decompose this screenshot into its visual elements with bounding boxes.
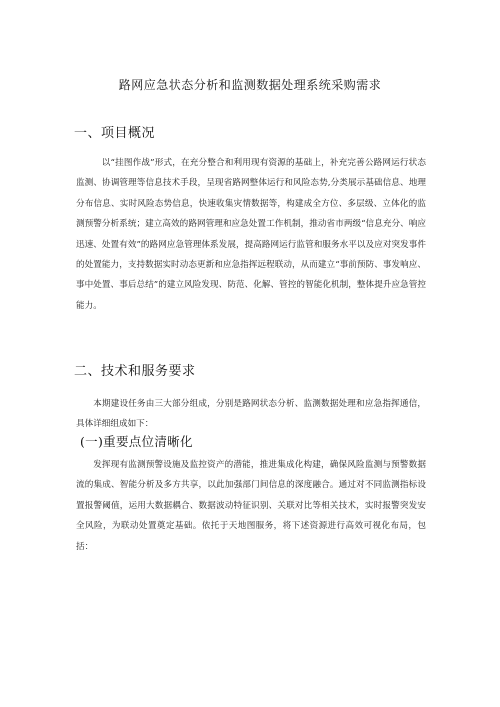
section-heading-overview: 一、项目概况 xyxy=(74,126,156,141)
subsection-paragraph-key-points: 发挥现有监测预警设施及监控资产的潜能，推进集成化构建，确保风险监测与预警数据流的集成、智能分析及多方共享，以此加强部门间信息的深度融合。通过对不同监测指标设置报警阈值，运用大数据耦合、数据波动特征识别、关联对比等相关技术，实时报警突发安全风险，为联动处置奠定基础。依托于天地图服务，将下述资源进行高效可视化布局，包括： xyxy=(76,460,426,552)
section-paragraph-overview: 以“挂图作战”形式，在充分整合和利用现有资源的基础上，补充完善公路网运行状态监测、协调管理等信息技术手段，呈现省路网整体运行和风险态势,分类展示基础信息、地理分布信息、实时风险态势信息，快速收集灾情数据等，构建成全方位、多层级、立体化的监测预警分析系统；建立高效的路网管理和应急处置工作机制，推动省市两级“信息充分、响应迅速、处置有效”的路网应急管理体系发展，提高路网运行监管和服务水平以及应对突发事件的处置能力，支持数据实时动态更新和应急指挥远程联动，从而建立“事前预防、事发响应、事中处置、事后总结”的建立风险发现、防范、化解、管控的智能化机制，整体提升应急管控能力。 xyxy=(76,158,426,311)
section-heading-requirements: 二、技术和服务要求 xyxy=(74,364,196,379)
document-title: 路网应急状态分析和监测数据处理系统采购需求 xyxy=(118,78,382,92)
section-paragraph-requirements: 本期建设任务由三大部分组成，分别是路网状态分析、监测数据处理和应急指挥通信，具体详细组成如下： xyxy=(76,399,426,430)
subsection-heading-key-points: (一)重要点位清晰化 xyxy=(80,434,193,449)
